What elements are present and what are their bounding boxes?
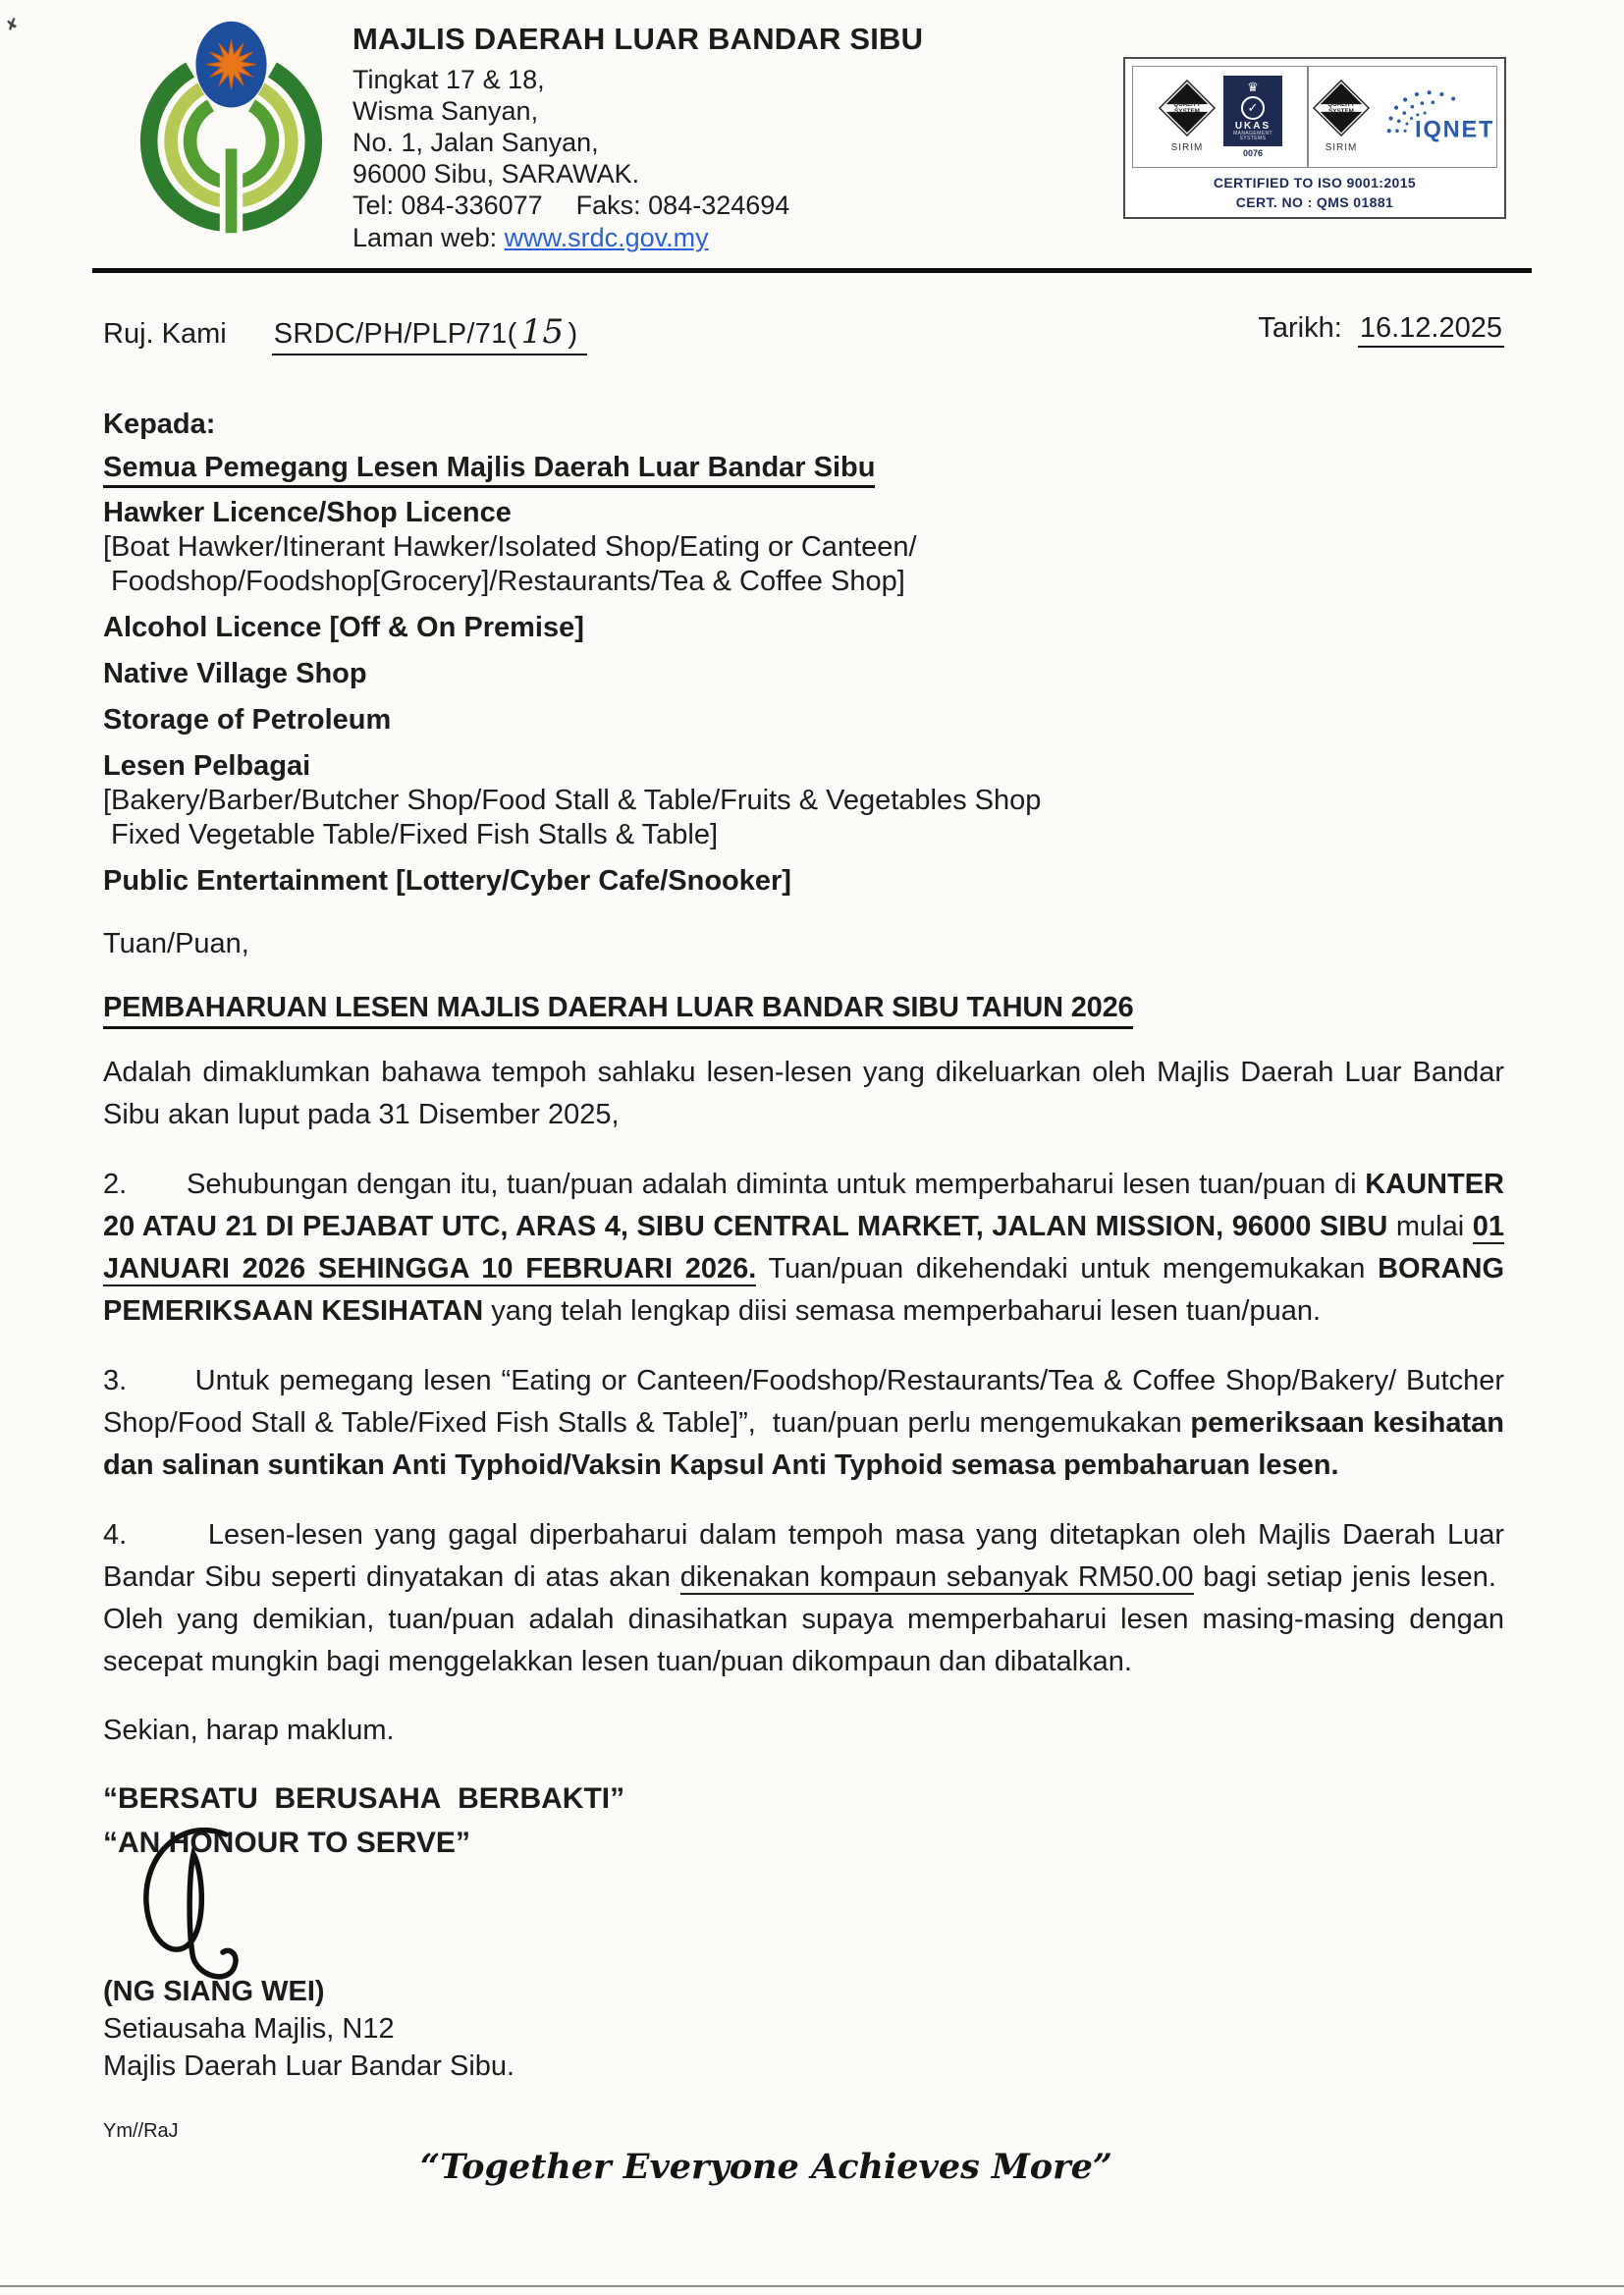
web-label: Laman web:: [352, 223, 498, 252]
svg-text:QUALITY: QUALITY: [1327, 101, 1355, 109]
ukas-number: 0076: [1242, 147, 1264, 158]
subject-line: PEMBAHARUAN LESEN MAJLIS DAERAH LUAR BANDAR SIBU TAHUN 2026: [103, 992, 1504, 1024]
ukas-icon: ♛ ✓ UKAS MANAGEMENT SYSTEMS 0076: [1223, 76, 1282, 158]
licence-item: [103, 496, 1504, 599]
paragraph-3: 3. Untuk pemegang lesen “Eating or Canteen/Foodshop/Restaurants/Tea & Coffee Shop/Bakery/ Butcher Shop/Food Stall & Table/Fixed Fish Stalls & Table]”, tuan/puan perlu mengemukakan pemeriksaan kesihatan dan salinan suntikan Anti Typhoid/Vaksin Kapsul Anti Typhoid semasa pembaharuan lesen.: [103, 1365, 1505, 1481]
signatory-block: [103, 1973, 1504, 2085]
fax-number: Faks: 084-324694: [575, 191, 790, 220]
tel-number: Tel: 084-336077: [352, 191, 543, 220]
iqnet-icon: [1378, 82, 1493, 151]
sirim-ukas-panel: [1133, 67, 1307, 167]
ref-code: SRDC/PH/PLP/71( 15 ): [272, 312, 588, 355]
licence-heading: Hawker Licence/Shop Licence: [103, 497, 512, 528]
sirim-quality-icon: [1312, 80, 1371, 153]
address-line: No. 1, Jalan Sanyan,: [352, 128, 599, 157]
letter-date: 16.12.2025: [1358, 312, 1504, 348]
cert-number-line: CERT. NO : QMS 01881: [1235, 193, 1394, 210]
svg-text:QUALITY: QUALITY: [1173, 101, 1201, 109]
licence-heading: Public Entertainment [Lottery/Cyber Cafe/Snooker]: [103, 865, 791, 897]
motto-malay: “BERSATU BERUSAHA BERBAKTI”: [103, 1782, 625, 1815]
scan-artifact: ✘: [3, 15, 22, 35]
scan-edge-line: [0, 2285, 1624, 2287]
motto-english: “AN HONOUR TO SERVE”: [103, 1827, 470, 1859]
licence-heading: Native Village Shop: [103, 658, 367, 689]
svg-text:SYSTEM: SYSTEM: [1328, 108, 1354, 116]
paragraph-2: 2. Sehubungan dengan itu, tuan/puan adalah diminta untuk memperbaharui lesen tuan/puan di KAUNTER 20 ATAU 21 DI PEJABAT UTC, ARAS 4, SIBU CENTRAL MARKET, JALAN MISSION, 96000 SIBU mulai 01 JANUARI 2026 SEHINGGA 10 FEBRUARI 2026. Tuan/puan dikehendaki untuk mengemukakan BORANG PEMERIKSAAN KESIHATAN yang telah lengkap diisi semasa memperbaharui lesen tuan/puan.: [103, 1169, 1504, 1327]
address-line: Wisma Sanyan,: [352, 96, 539, 126]
typist-initials: Ym//RaJ: [103, 2120, 179, 2142]
closing-line: Sekian, harap maklum.: [103, 1715, 395, 1746]
salutation: Tuan/Puan,: [103, 928, 249, 959]
sirim-iqnet-panel: [1307, 67, 1496, 167]
licence-item: [103, 657, 1504, 691]
licence-item: [103, 703, 1504, 738]
certification-box: [1123, 57, 1506, 219]
sirim-label: SIRIM: [1170, 142, 1204, 154]
address-line: 96000 Sibu, SARAWAK.: [352, 159, 640, 189]
date-label: Tarikh:: [1258, 312, 1342, 344]
sirim-quality-icon: [1158, 80, 1217, 153]
licence-heading: Alcohol Licence [Off & On Premise]: [103, 612, 584, 643]
council-logo-icon: [135, 16, 327, 240]
sirim-label: SIRIM: [1325, 142, 1358, 154]
ref-label: Ruj. Kami: [103, 318, 227, 350]
header-divider: [92, 268, 1532, 273]
letterhead-text: [352, 16, 923, 254]
signatory-org: Majlis Daerah Luar Bandar Sibu.: [103, 2050, 515, 2082]
paragraph-1: Adalah dimaklumkan bahawa tempoh sahlaku lesen-lesen yang dikeluarkan oleh Majlis Daerah Luar Bandar Sibu akan luput pada 31 Disember 2025,: [103, 1057, 1504, 1130]
certification-panels: [1132, 66, 1497, 168]
licence-item: [103, 611, 1504, 645]
paragraph-4: 4. Lesen-lesen yang gagal diperbaharui dalam tempoh masa yang ditetapkan oleh Majlis Daerah Luar Bandar Sibu seperti dinyatakan di atas akan dikenakan kompaun sebanyak RM50.00 bagi setiap jenis lesen. Oleh yang demikian, tuan/puan adalah dinasihatkan supaya memperbaharui lesen masing-masing dengan secepat mungkin bagi menggelakkan lesen tuan/puan dikompaun dan dibatalkan.: [103, 1519, 1505, 1677]
org-name: MAJLIS DAERAH LUAR BANDAR SIBU: [352, 22, 924, 56]
licence-detail: Foodshop/Foodshop[Grocery]/Restaurants/Tea & Coffee Shop]: [103, 566, 905, 597]
signatory-name: (NG SIANG WEI): [103, 1976, 325, 2007]
iso-certified-line: CERTIFIED TO ISO 9001:2015: [1213, 174, 1417, 191]
licence-detail: [Bakery/Barber/Butcher Shop/Food Stall & Table/Fruits & Vegetables Shop: [103, 785, 1042, 816]
kepada-label: Kepada:: [103, 409, 216, 440]
licence-item: [103, 749, 1504, 852]
web-line: [352, 221, 923, 254]
signature-scribble: [124, 1819, 357, 1988]
phone-line: [352, 190, 923, 221]
address-line: Tingkat 17 & 18,: [352, 65, 545, 94]
signatory-title: Setiausaha Majlis, N12: [103, 2013, 395, 2045]
licence-heading: Lesen Pelbagai: [103, 750, 311, 782]
licence-detail: Fixed Vegetable Table/Fixed Fish Stalls & Table]: [103, 819, 719, 850]
licence-item: [103, 864, 1504, 899]
svg-text:IQNET: IQNET: [1415, 117, 1493, 143]
licence-detail: [Boat Hawker/Itinerant Hawker/Isolated Shop/Eating or Canteen/: [103, 531, 917, 563]
reference-row: [103, 312, 1504, 355]
svg-text:SYSTEM: SYSTEM: [1174, 108, 1200, 116]
licence-heading: Storage of Petroleum: [103, 704, 392, 736]
handwritten-ref-number: 15: [520, 312, 565, 352]
footer-tagline: “Together Everyone Achieves More”: [420, 2147, 1112, 2187]
website-link[interactable]: www.srdc.gov.my: [504, 223, 709, 252]
addressee-line: Semua Pemegang Lesen Majlis Daerah Luar Bandar Sibu: [103, 452, 1504, 484]
